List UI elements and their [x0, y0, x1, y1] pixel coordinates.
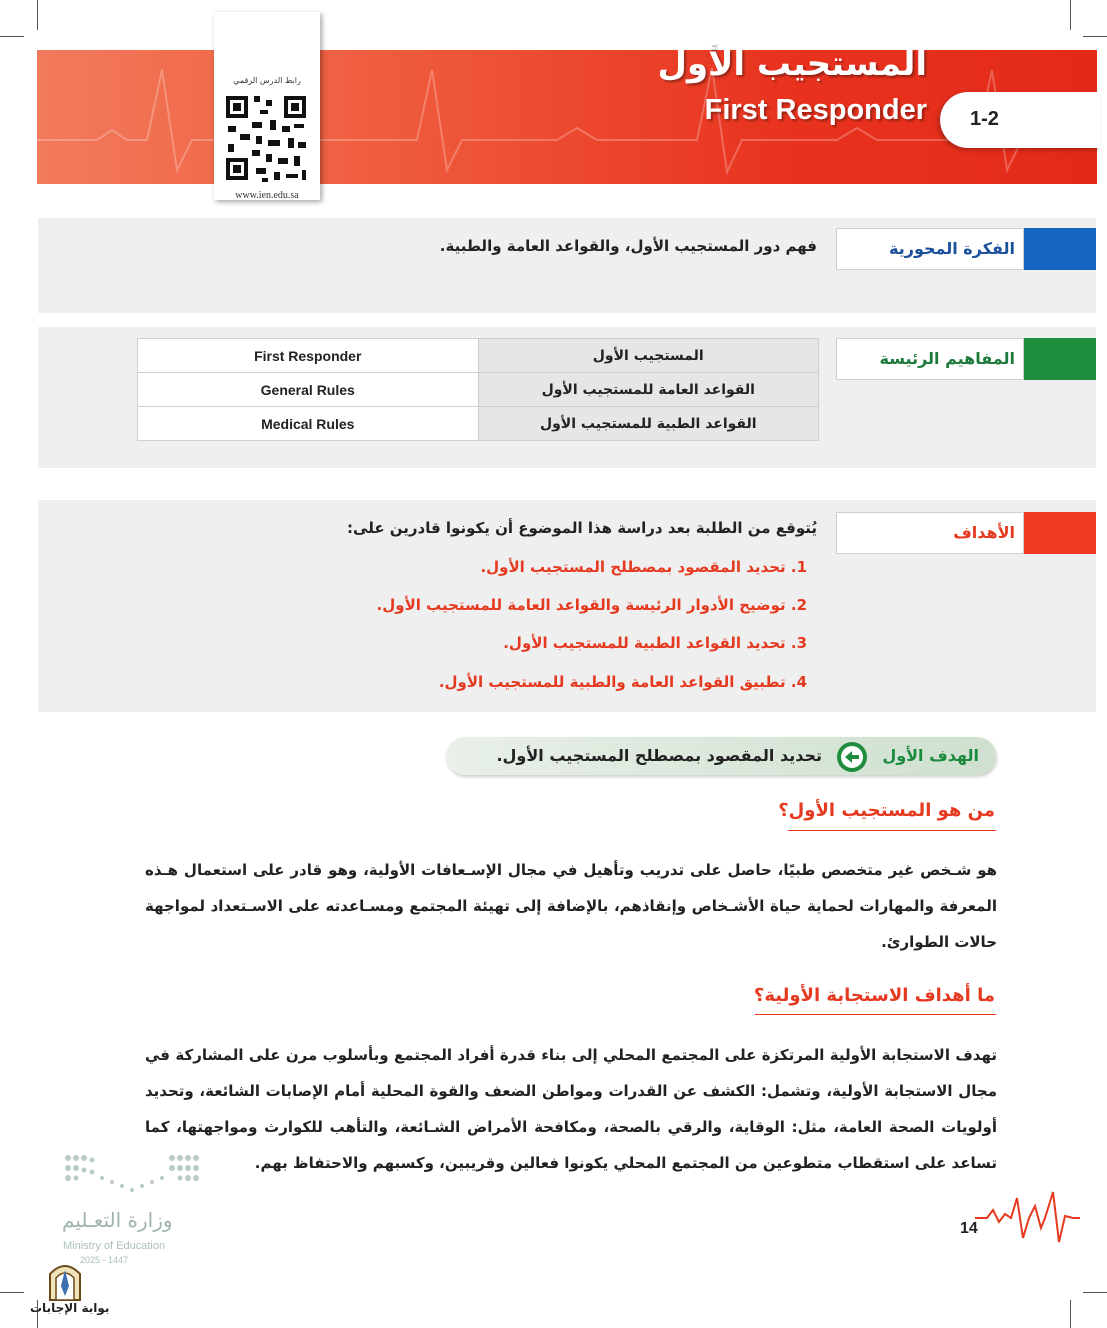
key-concepts-label: المفاهيم الرئيسة — [836, 338, 1024, 380]
first-goal-text: تحديد المقصود بمصطلح المستجيب الأول. — [496, 746, 822, 765]
central-idea-text: فهم دور المستجيب الأول، والقواعد العامة والطبية. — [439, 237, 817, 255]
portal-name: بوابة الإجابات — [30, 1301, 110, 1315]
lesson-header-banner — [37, 50, 1097, 184]
heading-underline — [788, 830, 996, 831]
section-heading: من هو المستجيب الأول؟ — [778, 800, 995, 821]
lesson-title-english: First Responder — [704, 94, 927, 126]
crop-mark — [0, 36, 24, 37]
ministry-name-english: Ministry of Education — [63, 1240, 166, 1252]
crop-mark — [1070, 1300, 1071, 1328]
arrow-left-circle-icon — [836, 741, 868, 773]
qr-url[interactable]: www.ien.edu.sa — [235, 190, 299, 201]
concept-arabic: القواعد الطبية للمستجيب الأول — [478, 407, 819, 441]
table-row — [138, 373, 819, 407]
ministry-logo-icon — [62, 1150, 202, 1198]
section-heading: ما أهداف الاستجابة الأولية؟ — [753, 985, 995, 1006]
concept-english: First Responder — [138, 339, 479, 373]
central-idea-color-block — [1023, 228, 1096, 270]
lesson-number: 1-2 — [970, 108, 999, 130]
ministry-year: 2025 - 1447 — [80, 1255, 129, 1265]
table-row — [138, 407, 819, 441]
first-goal-label: الهدف الأول — [882, 746, 979, 765]
table-row — [138, 339, 819, 373]
heartbeat-line-icon — [975, 1188, 1080, 1244]
portal-logo-icon — [42, 1256, 88, 1302]
objectives-intro: يُتوقع من الطلبة بعد دراسة هذا الموضوع أن يكونوا قادرين على: — [347, 519, 817, 537]
objective-item: 4. تطبيق القواعد العامة والطبية للمستجيب الأول. — [438, 673, 807, 691]
crop-mark — [1070, 0, 1071, 30]
objective-item: 2. توضيح الأدوار الرئيسة والقواعد العامة للمستجيب الأول. — [376, 596, 807, 614]
crop-mark — [37, 0, 38, 30]
concept-english: Medical Rules — [138, 407, 479, 441]
qr-code-icon[interactable] — [222, 90, 310, 186]
objective-item: 3. تحديد القواعد الطبية للمستجيب الأول. — [503, 634, 807, 652]
concept-arabic: المستجيب الأول — [478, 339, 819, 373]
lesson-title-arabic: المستجيب الأول — [657, 44, 927, 84]
qr-label: رابط الدرس الرقمي — [233, 76, 301, 85]
ministry-name-arabic: وزارة التعـليم — [62, 1208, 173, 1232]
crop-mark — [1083, 36, 1107, 37]
objectives-color-block — [1023, 512, 1096, 554]
ecg-background-pattern — [37, 50, 1097, 184]
central-idea-label: الفكرة المحورية — [836, 228, 1024, 270]
heading-underline — [755, 1014, 996, 1015]
lesson-number-tab — [940, 92, 1100, 148]
crop-mark — [1083, 1292, 1107, 1293]
key-concepts-table — [137, 338, 819, 441]
objective-item: 1. تحديد المقصود بمصطلح المستجيب الأول. — [480, 558, 807, 576]
objectives-label: الأهداف — [836, 512, 1024, 554]
section-paragraph: تهدف الاستجابة الأولية المرتكزة على المجتمع المحلي إلى بناء قدرة أفراد المجتمع وبأسلوب مرن على المشاركة في مجال الاستجابة الأولية، وتشمل: الكشف عن القدرات ومواطن الضعف والقوة المحلية أمام الإصابات الشائعة، وتحديد أولويات الصحة العامة، مثل: الوقاية، والرقي بالصحة، ومكافحة الأمراض الشـائعة، والتأهب للكوارث ومواجهتها، كما تساعد على استقطاب متطوعين من المجتمع المحلي يكونوا فعالين وقريبين، وكسبهم والاحتفاظ بهم. — [145, 1046, 997, 1172]
qr-code-card[interactable] — [214, 12, 320, 200]
key-concepts-color-block — [1023, 338, 1096, 380]
page-number: 14 — [960, 1220, 978, 1237]
crop-mark — [0, 1292, 24, 1293]
concept-english: General Rules — [138, 373, 479, 407]
section-paragraph: هو شـخص غير متخصص طبيًا، حاصل على تدريب وتأهيل في مجال الإسـعافات الأولية، وهو قادر على استعمال هـذه المعرفة والمهارات لحماية حياة الأشـخاص وإنقاذهم، بالإضافة إلى تهيئة المجتمع ومسـاعدته على الاسـتعداد لمواجهة حالات الطوارئ. — [145, 861, 997, 951]
concept-arabic: القواعد العامة للمستجيب الأول — [478, 373, 819, 407]
